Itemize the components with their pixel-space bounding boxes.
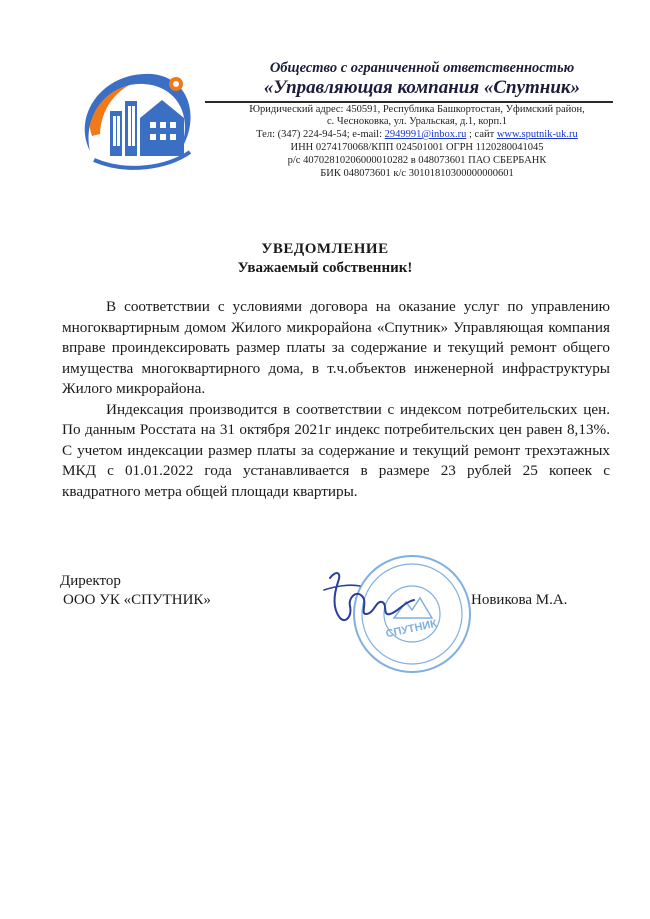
signature-icon <box>316 560 426 635</box>
account-line: р/с 40702810206000010282 в 048073601 ПАО СБЕРБАНК <box>287 155 547 166</box>
contacts-mid: ; сайт <box>466 129 497 140</box>
signatory-name: Новикова М.А. <box>471 592 568 608</box>
inn-line: ИНН 0274170068/КПП 024501001 ОГРН 1120280041045 <box>290 142 544 153</box>
address-line-1: Юридический адрес: 450591, Республика Башкортостан, Уфимский район, <box>249 104 585 115</box>
org-name: «Управляющая компания «Спутник» <box>263 77 581 98</box>
contacts-line <box>222 129 612 141</box>
body-paragraph-2: Индексация производится в соответствии с индексом потребительских цен. По данным Росстата на 31 октября 2021г индекс потребительских цен равен 8,13%. С учетом индексации размер платы за содержание и текущий ремонт трехэтажных МКД с 01.01.2022 года устанавливается в размере 23 рублей 25 копеек с квадратного метра общей площади квартиры. <box>62 400 610 500</box>
org-type: Общество с ограниченной ответственностью <box>269 60 575 76</box>
site-link[interactable]: www.sputnik-uk.ru <box>496 129 578 140</box>
notice-body <box>62 297 610 502</box>
header-divider <box>205 101 613 103</box>
signatory-title: Директор <box>60 573 121 589</box>
contacts-prefix: Тел: (347) 224-94-54; e-mail: <box>256 129 385 140</box>
body-paragraph-1: В соответствии с условиями договора на оказание услуг по управлению многоквартирным домом Жилого микрорайона «Спутник» Управляющая компания вправе проиндексировать размер платы за содержание и текущий ремонт общего имущества многоквартирного дома, в т.ч.объектов инженерной инфраструктуры Жилого микрорайона. <box>62 298 610 397</box>
notice-salutation: Уважаемый собственник! <box>237 260 413 276</box>
email-link[interactable]: 2949991@inbox.ru <box>384 129 467 140</box>
bik-line: БИК 048073601 к/с 30101810300000000601 <box>320 168 514 179</box>
stamp-text: СПУТНИК <box>384 617 439 641</box>
company-logo-icon <box>72 56 202 176</box>
address-line-2: с. Чесноковка, ул. Уральская, д.1, корп.1 <box>326 116 507 127</box>
notice-title: УВЕДОМЛЕНИЕ <box>261 241 389 257</box>
signatory-org: ООО УК «СПУТНИК» <box>63 592 211 608</box>
